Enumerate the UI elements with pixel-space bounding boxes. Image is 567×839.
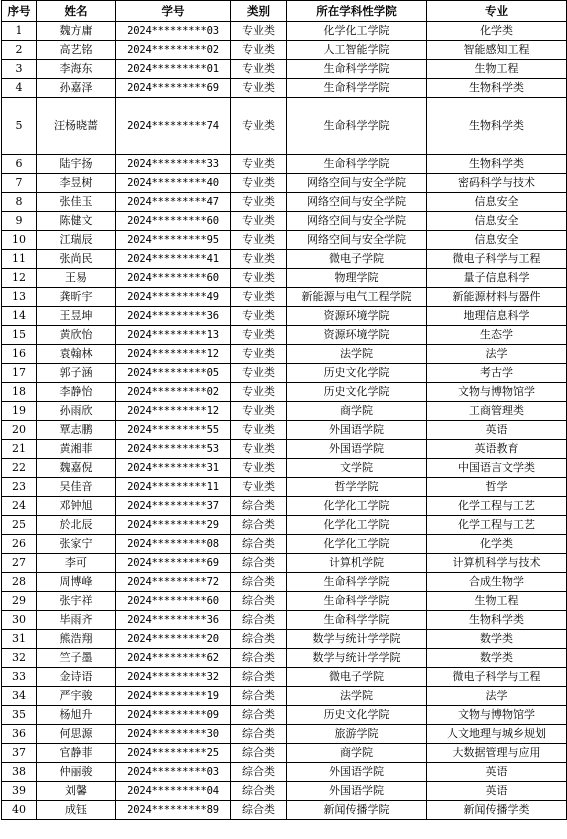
- index-cell: 15: [2, 326, 37, 345]
- major-cell: 文物与博物馆学: [427, 706, 567, 725]
- table-row: [2, 592, 567, 611]
- category-cell: 专业类: [231, 402, 287, 421]
- index-cell: 6: [2, 155, 37, 174]
- index-cell: 13: [2, 288, 37, 307]
- table-row: [2, 649, 567, 668]
- college-cell: 历史文化学院: [287, 706, 427, 725]
- index-cell: 5: [2, 98, 37, 155]
- index-cell: 33: [2, 668, 37, 687]
- header-category: 类别: [231, 1, 287, 22]
- college-cell: 法学院: [287, 687, 427, 706]
- student-id-cell: 2024*********74: [116, 98, 231, 155]
- college-cell: 哲学学院: [287, 478, 427, 497]
- major-cell: 新能源材料与器件: [427, 288, 567, 307]
- table-row: [2, 573, 567, 592]
- name-cell: 高艺铭: [37, 41, 116, 60]
- college-cell: 物理学院: [287, 269, 427, 288]
- student-id-cell: 2024*********08: [116, 535, 231, 554]
- index-cell: 8: [2, 193, 37, 212]
- name-cell: 何思源: [37, 725, 116, 744]
- major-cell: 英语: [427, 782, 567, 801]
- college-cell: 外国语学院: [287, 782, 427, 801]
- category-cell: 专业类: [231, 459, 287, 478]
- student-id-cell: 2024*********12: [116, 345, 231, 364]
- name-cell: 吴佳音: [37, 478, 116, 497]
- college-cell: 微电子学院: [287, 668, 427, 687]
- major-cell: 信息安全: [427, 193, 567, 212]
- header-index: 序号: [2, 1, 37, 22]
- category-cell: 综合类: [231, 744, 287, 763]
- name-cell: 熊浩翔: [37, 630, 116, 649]
- student-id-cell: 2024*********02: [116, 41, 231, 60]
- college-cell: 数学与统计学学院: [287, 630, 427, 649]
- major-cell: 生物工程: [427, 60, 567, 79]
- name-cell: 郭子涵: [37, 364, 116, 383]
- college-cell: 商学院: [287, 744, 427, 763]
- table-body: [2, 22, 567, 820]
- table-row: [2, 478, 567, 497]
- category-cell: 专业类: [231, 364, 287, 383]
- student-table: [1, 0, 567, 820]
- college-cell: 历史文化学院: [287, 364, 427, 383]
- student-id-cell: 2024*********03: [116, 763, 231, 782]
- student-id-cell: 2024*********13: [116, 326, 231, 345]
- table-row: [2, 497, 567, 516]
- major-cell: 生物科学类: [427, 79, 567, 98]
- table-row: [2, 174, 567, 193]
- index-cell: 32: [2, 649, 37, 668]
- name-cell: 严宇骏: [37, 687, 116, 706]
- name-cell: 金诗语: [37, 668, 116, 687]
- table-row: [2, 41, 567, 60]
- college-cell: 化学化工学院: [287, 22, 427, 41]
- table-row: [2, 763, 567, 782]
- index-cell: 38: [2, 763, 37, 782]
- major-cell: 量子信息科学: [427, 269, 567, 288]
- table-row: [2, 307, 567, 326]
- student-id-cell: 2024*********02: [116, 383, 231, 402]
- major-cell: 数学类: [427, 649, 567, 668]
- index-cell: 11: [2, 250, 37, 269]
- table-row: [2, 231, 567, 250]
- category-cell: 专业类: [231, 41, 287, 60]
- student-id-cell: 2024*********40: [116, 174, 231, 193]
- index-cell: 27: [2, 554, 37, 573]
- table-row: [2, 155, 567, 174]
- category-cell: 综合类: [231, 706, 287, 725]
- table-row: [2, 402, 567, 421]
- index-cell: 2: [2, 41, 37, 60]
- student-id-cell: 2024*********05: [116, 364, 231, 383]
- major-cell: 生物工程: [427, 592, 567, 611]
- index-cell: 1: [2, 22, 37, 41]
- student-id-cell: 2024*********36: [116, 307, 231, 326]
- table-row: [2, 535, 567, 554]
- index-cell: 37: [2, 744, 37, 763]
- category-cell: 综合类: [231, 573, 287, 592]
- student-id-cell: 2024*********72: [116, 573, 231, 592]
- student-id-cell: 2024*********09: [116, 706, 231, 725]
- student-id-cell: 2024*********60: [116, 269, 231, 288]
- name-cell: 邓钟旭: [37, 497, 116, 516]
- category-cell: 专业类: [231, 22, 287, 41]
- table-row: [2, 516, 567, 535]
- major-cell: 法学: [427, 345, 567, 364]
- category-cell: 综合类: [231, 649, 287, 668]
- college-cell: 资源环境学院: [287, 326, 427, 345]
- college-cell: 网络空间与安全学院: [287, 174, 427, 193]
- college-cell: 生命科学学院: [287, 573, 427, 592]
- index-cell: 36: [2, 725, 37, 744]
- major-cell: 化学类: [427, 535, 567, 554]
- student-id-cell: 2024*********19: [116, 687, 231, 706]
- table-row: [2, 269, 567, 288]
- student-id-cell: 2024*********25: [116, 744, 231, 763]
- major-cell: 大数据管理与应用: [427, 744, 567, 763]
- major-cell: 哲学: [427, 478, 567, 497]
- category-cell: 综合类: [231, 687, 287, 706]
- major-cell: 生态学: [427, 326, 567, 345]
- college-cell: 网络空间与安全学院: [287, 212, 427, 231]
- college-cell: 网络空间与安全学院: [287, 231, 427, 250]
- table-row: [2, 459, 567, 478]
- index-cell: 35: [2, 706, 37, 725]
- student-id-cell: 2024*********31: [116, 459, 231, 478]
- student-id-cell: 2024*********60: [116, 592, 231, 611]
- category-cell: 专业类: [231, 440, 287, 459]
- name-cell: 黄湘菲: [37, 440, 116, 459]
- major-cell: 地理信息科学: [427, 307, 567, 326]
- college-cell: 生命科学学院: [287, 60, 427, 79]
- name-cell: 官静菲: [37, 744, 116, 763]
- category-cell: 专业类: [231, 174, 287, 193]
- name-cell: 陈健文: [37, 212, 116, 231]
- table-row: [2, 79, 567, 98]
- category-cell: 综合类: [231, 668, 287, 687]
- college-cell: 生命科学学院: [287, 155, 427, 174]
- category-cell: 综合类: [231, 497, 287, 516]
- index-cell: 24: [2, 497, 37, 516]
- name-cell: 王易: [37, 269, 116, 288]
- category-cell: 综合类: [231, 535, 287, 554]
- name-cell: 龚昕宇: [37, 288, 116, 307]
- student-id-cell: 2024*********20: [116, 630, 231, 649]
- header-college: 所在学科性学院: [287, 1, 427, 22]
- student-id-cell: 2024*********69: [116, 79, 231, 98]
- category-cell: 综合类: [231, 782, 287, 801]
- name-cell: 刘馨: [37, 782, 116, 801]
- name-cell: 王昱坤: [37, 307, 116, 326]
- college-cell: 旅游学院: [287, 725, 427, 744]
- index-cell: 22: [2, 459, 37, 478]
- category-cell: 综合类: [231, 630, 287, 649]
- index-cell: 30: [2, 611, 37, 630]
- college-cell: 生命科学学院: [287, 79, 427, 98]
- name-cell: 孙雨欣: [37, 402, 116, 421]
- name-cell: 汪杨晓蔷: [37, 98, 116, 155]
- major-cell: 生物科学类: [427, 155, 567, 174]
- category-cell: 专业类: [231, 421, 287, 440]
- college-cell: 文学院: [287, 459, 427, 478]
- major-cell: 生物科学类: [427, 611, 567, 630]
- major-cell: 合成生物学: [427, 573, 567, 592]
- category-cell: 专业类: [231, 60, 287, 79]
- name-cell: 孙嘉泽: [37, 79, 116, 98]
- name-cell: 成钰: [37, 801, 116, 820]
- major-cell: 工商管理类: [427, 402, 567, 421]
- student-id-cell: 2024*********89: [116, 801, 231, 820]
- table-row: [2, 250, 567, 269]
- category-cell: 综合类: [231, 592, 287, 611]
- name-cell: 李海东: [37, 60, 116, 79]
- college-cell: 生命科学学院: [287, 611, 427, 630]
- table-row: [2, 98, 567, 155]
- college-cell: 计算机学院: [287, 554, 427, 573]
- major-cell: 化学工程与工艺: [427, 497, 567, 516]
- name-cell: 李静怡: [37, 383, 116, 402]
- table-row: [2, 554, 567, 573]
- index-cell: 20: [2, 421, 37, 440]
- category-cell: 综合类: [231, 554, 287, 573]
- category-cell: 综合类: [231, 516, 287, 535]
- category-cell: 专业类: [231, 326, 287, 345]
- major-cell: 密码科学与技术: [427, 174, 567, 193]
- index-cell: 9: [2, 212, 37, 231]
- category-cell: 专业类: [231, 79, 287, 98]
- table-row: [2, 22, 567, 41]
- college-cell: 人工智能学院: [287, 41, 427, 60]
- table-row: [2, 326, 567, 345]
- name-cell: 杨旭升: [37, 706, 116, 725]
- major-cell: 中国语言文学类: [427, 459, 567, 478]
- major-cell: 微电子科学与工程: [427, 250, 567, 269]
- category-cell: 综合类: [231, 611, 287, 630]
- name-cell: 覃志鹏: [37, 421, 116, 440]
- index-cell: 4: [2, 79, 37, 98]
- major-cell: 智能感知工程: [427, 41, 567, 60]
- student-id-cell: 2024*********62: [116, 649, 231, 668]
- table-row: [2, 193, 567, 212]
- table-row: [2, 744, 567, 763]
- category-cell: 专业类: [231, 383, 287, 402]
- category-cell: 专业类: [231, 231, 287, 250]
- table-row: [2, 364, 567, 383]
- student-id-cell: 2024*********11: [116, 478, 231, 497]
- index-cell: 18: [2, 383, 37, 402]
- college-cell: 数学与统计学学院: [287, 649, 427, 668]
- table-row: [2, 288, 567, 307]
- name-cell: 张宇祥: [37, 592, 116, 611]
- table-row: [2, 611, 567, 630]
- name-cell: 江瑞辰: [37, 231, 116, 250]
- header-row: [2, 1, 567, 22]
- table-row: [2, 706, 567, 725]
- student-id-cell: 2024*********60: [116, 212, 231, 231]
- college-cell: 化学化工学院: [287, 497, 427, 516]
- student-id-cell: 2024*********29: [116, 516, 231, 535]
- major-cell: 英语: [427, 763, 567, 782]
- table-row: [2, 212, 567, 231]
- major-cell: 微电子科学与工程: [427, 668, 567, 687]
- college-cell: 化学化工学院: [287, 535, 427, 554]
- major-cell: 信息安全: [427, 212, 567, 231]
- college-cell: 商学院: [287, 402, 427, 421]
- table-row: [2, 345, 567, 364]
- index-cell: 31: [2, 630, 37, 649]
- index-cell: 34: [2, 687, 37, 706]
- major-cell: 法学: [427, 687, 567, 706]
- name-cell: 陆宇扬: [37, 155, 116, 174]
- category-cell: 专业类: [231, 155, 287, 174]
- student-id-cell: 2024*********41: [116, 250, 231, 269]
- index-cell: 26: [2, 535, 37, 554]
- college-cell: 历史文化学院: [287, 383, 427, 402]
- student-id-cell: 2024*********30: [116, 725, 231, 744]
- student-id-cell: 2024*********32: [116, 668, 231, 687]
- name-cell: 张佳玉: [37, 193, 116, 212]
- category-cell: 综合类: [231, 801, 287, 820]
- college-cell: 生命科学学院: [287, 592, 427, 611]
- header-major: 专业: [427, 1, 567, 22]
- name-cell: 於北辰: [37, 516, 116, 535]
- table-row: [2, 687, 567, 706]
- major-cell: 生物科学类: [427, 98, 567, 155]
- index-cell: 28: [2, 573, 37, 592]
- name-cell: 毕雨齐: [37, 611, 116, 630]
- name-cell: 黄欣怡: [37, 326, 116, 345]
- header-name: 姓名: [37, 1, 116, 22]
- category-cell: 专业类: [231, 212, 287, 231]
- table-row: [2, 668, 567, 687]
- table-row: [2, 725, 567, 744]
- major-cell: 数学类: [427, 630, 567, 649]
- category-cell: 专业类: [231, 269, 287, 288]
- index-cell: 16: [2, 345, 37, 364]
- college-cell: 网络空间与安全学院: [287, 193, 427, 212]
- name-cell: 仲丽骏: [37, 763, 116, 782]
- college-cell: 生命科学学院: [287, 98, 427, 155]
- category-cell: 专业类: [231, 307, 287, 326]
- college-cell: 资源环境学院: [287, 307, 427, 326]
- major-cell: 人文地理与城乡规划: [427, 725, 567, 744]
- category-cell: 专业类: [231, 98, 287, 155]
- category-cell: 专业类: [231, 345, 287, 364]
- name-cell: 张家宁: [37, 535, 116, 554]
- name-cell: 周博峰: [37, 573, 116, 592]
- major-cell: 英语: [427, 421, 567, 440]
- category-cell: 专业类: [231, 478, 287, 497]
- name-cell: 李可: [37, 554, 116, 573]
- index-cell: 10: [2, 231, 37, 250]
- name-cell: 袁翰林: [37, 345, 116, 364]
- index-cell: 39: [2, 782, 37, 801]
- student-id-cell: 2024*********69: [116, 554, 231, 573]
- table-row: [2, 801, 567, 820]
- student-id-cell: 2024*********33: [116, 155, 231, 174]
- student-id-cell: 2024*********53: [116, 440, 231, 459]
- index-cell: 25: [2, 516, 37, 535]
- category-cell: 专业类: [231, 193, 287, 212]
- category-cell: 综合类: [231, 763, 287, 782]
- index-cell: 21: [2, 440, 37, 459]
- index-cell: 40: [2, 801, 37, 820]
- index-cell: 29: [2, 592, 37, 611]
- index-cell: 14: [2, 307, 37, 326]
- major-cell: 计算机科学与技术: [427, 554, 567, 573]
- index-cell: 19: [2, 402, 37, 421]
- college-cell: 外国语学院: [287, 763, 427, 782]
- index-cell: 23: [2, 478, 37, 497]
- name-cell: 张尚民: [37, 250, 116, 269]
- table-row: [2, 630, 567, 649]
- index-cell: 17: [2, 364, 37, 383]
- major-cell: 英语教育: [427, 440, 567, 459]
- category-cell: 综合类: [231, 725, 287, 744]
- index-cell: 3: [2, 60, 37, 79]
- table-row: [2, 60, 567, 79]
- student-id-cell: 2024*********49: [116, 288, 231, 307]
- student-id-cell: 2024*********01: [116, 60, 231, 79]
- name-cell: 魏方庸: [37, 22, 116, 41]
- name-cell: 李昱树: [37, 174, 116, 193]
- student-id-cell: 2024*********95: [116, 231, 231, 250]
- major-cell: 信息安全: [427, 231, 567, 250]
- college-cell: 法学院: [287, 345, 427, 364]
- college-cell: 外国语学院: [287, 440, 427, 459]
- header-student-id: 学号: [116, 1, 231, 22]
- table-row: [2, 440, 567, 459]
- college-cell: 化学化工学院: [287, 516, 427, 535]
- category-cell: 专业类: [231, 288, 287, 307]
- student-id-cell: 2024*********12: [116, 402, 231, 421]
- student-id-cell: 2024*********03: [116, 22, 231, 41]
- major-cell: 化学工程与工艺: [427, 516, 567, 535]
- table-row: [2, 383, 567, 402]
- table-row: [2, 782, 567, 801]
- name-cell: 竺子墨: [37, 649, 116, 668]
- college-cell: 新闻传播学院: [287, 801, 427, 820]
- student-id-cell: 2024*********55: [116, 421, 231, 440]
- table-row: [2, 421, 567, 440]
- index-cell: 12: [2, 269, 37, 288]
- college-cell: 外国语学院: [287, 421, 427, 440]
- major-cell: 文物与博物馆学: [427, 383, 567, 402]
- name-cell: 魏嘉倪: [37, 459, 116, 478]
- college-cell: 新能源与电气工程学院: [287, 288, 427, 307]
- student-id-cell: 2024*********47: [116, 193, 231, 212]
- student-id-cell: 2024*********37: [116, 497, 231, 516]
- major-cell: 考古学: [427, 364, 567, 383]
- student-id-cell: 2024*********36: [116, 611, 231, 630]
- student-id-cell: 2024*********04: [116, 782, 231, 801]
- category-cell: 专业类: [231, 250, 287, 269]
- index-cell: 7: [2, 174, 37, 193]
- major-cell: 化学类: [427, 22, 567, 41]
- major-cell: 新闻传播学类: [427, 801, 567, 820]
- college-cell: 微电子学院: [287, 250, 427, 269]
